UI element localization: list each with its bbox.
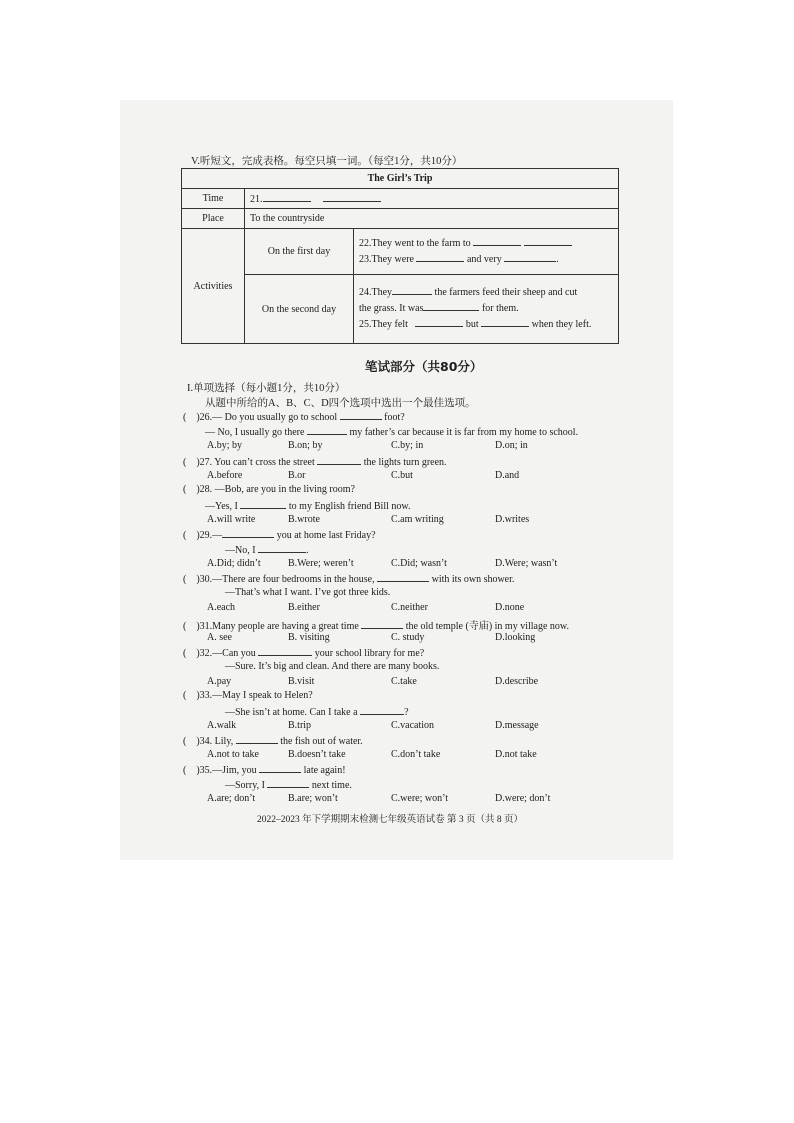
blank-33 xyxy=(360,705,404,715)
option-c: C.but xyxy=(391,470,413,481)
time-label: Time xyxy=(182,189,245,209)
listening-section-title: V.听短文，完成表格。每空只填一词。（每空1分，共10分） xyxy=(191,156,463,167)
question-32 xyxy=(183,646,424,659)
option-c: C.don’t take xyxy=(391,749,441,760)
answer-paren: ( xyxy=(183,765,187,776)
q28-line1: )28. —Bob, are you in the living room? xyxy=(196,484,355,495)
q31-line1b: the old temple (寺庙) in my village now. xyxy=(405,621,569,632)
day1-label: On the first day xyxy=(245,229,354,275)
question-29-line2 xyxy=(225,543,309,556)
option-a: A.not to take xyxy=(207,749,259,760)
blank-29a xyxy=(222,528,274,538)
option-d: D.not take xyxy=(495,749,537,760)
place-label: Place xyxy=(182,209,245,229)
written-heading: 笔试部分（共80分） xyxy=(365,359,483,374)
answer-paren: ( xyxy=(183,412,187,423)
question-26-line2 xyxy=(205,425,578,438)
option-b: B. visiting xyxy=(288,632,330,643)
q34-line1b: the fish out of water. xyxy=(280,736,363,747)
q33-line1: )33.—May I speak to Helen? xyxy=(196,690,313,701)
option-a: A. see xyxy=(207,632,232,643)
q24-text-a: 24.They xyxy=(359,287,393,298)
question-33-line2 xyxy=(225,705,409,718)
option-d: D.and xyxy=(495,470,520,481)
option-b: B.or xyxy=(288,470,306,481)
question-35-line2 xyxy=(225,778,352,791)
option-a: A.pay xyxy=(207,676,232,687)
option-b: B.are; won’t xyxy=(288,793,338,804)
blank-22a xyxy=(473,236,521,246)
q29-line1: )29.— xyxy=(196,530,223,541)
option-d: D.looking xyxy=(495,632,536,643)
option-c: C.vacation xyxy=(391,720,435,731)
answer-paren: ( xyxy=(183,690,187,701)
q25-text-a: 25.They felt xyxy=(359,319,408,330)
q34-line1: )34. Lily, xyxy=(196,736,234,747)
answer-paren: ( xyxy=(183,574,187,585)
answer-paren: ( xyxy=(183,621,187,632)
q24-text-c: the grass. It was xyxy=(359,303,424,314)
option-a: A.before xyxy=(207,470,243,481)
page-footer: 2022–2023 年下学期期末检测七年级英语试卷 第 3 页（共 8 页） xyxy=(257,815,524,825)
option-b: B.Were; weren’t xyxy=(288,558,354,569)
q29-line1b: you at home last Friday? xyxy=(276,530,376,541)
option-d: D.message xyxy=(495,720,539,731)
question-33 xyxy=(183,690,313,701)
q32-line2: —Sure. It’s big and clean. And there are many books. xyxy=(225,661,440,672)
q29-line2b: . xyxy=(306,545,309,556)
option-c: C.were; won’t xyxy=(391,793,449,804)
q33-line2: —She isn’t at home. Can I take a xyxy=(225,707,358,718)
option-d: D.were; don’t xyxy=(495,793,551,804)
question-28 xyxy=(183,484,355,495)
option-b: B.trip xyxy=(288,720,312,731)
option-a: A.will write xyxy=(207,514,256,525)
question-27 xyxy=(183,455,447,468)
time-value: 21. xyxy=(250,194,263,205)
blank-24b xyxy=(423,301,479,311)
option-c: C.Did; wasn’t xyxy=(391,558,447,569)
option-a: A.are; don’t xyxy=(207,793,256,804)
option-a: A.each xyxy=(207,602,236,613)
option-b: B.either xyxy=(288,602,320,613)
q26-line1: )26.— Do you usually go to school xyxy=(196,412,338,423)
day2-label: On the second day xyxy=(245,275,354,344)
answer-paren: ( xyxy=(183,484,187,495)
q24-text-b: the farmers feed their sheep and cut xyxy=(434,287,578,298)
activities-label: Activities xyxy=(182,229,245,344)
q23-text-c: . xyxy=(556,253,559,265)
q35-line2b: next time. xyxy=(311,780,352,791)
question-31 xyxy=(183,617,569,632)
blank-35a xyxy=(259,763,301,773)
q35-line1: )35.—Jim, you xyxy=(196,765,257,776)
option-a: A.Did; didn’t xyxy=(207,558,261,569)
q29-line2: —No, I xyxy=(225,545,256,556)
blank-21a xyxy=(263,192,311,202)
option-d: D.describe xyxy=(495,676,539,687)
q32-line1: )32.—Can you xyxy=(196,648,256,659)
blank-26b xyxy=(307,425,347,435)
blank-28 xyxy=(240,499,286,509)
option-b: B.wrote xyxy=(288,514,320,525)
q25-text-c: when they left. xyxy=(531,319,592,330)
option-d: D.none xyxy=(495,602,525,613)
q30-line1: )30.—There are four bedrooms in the house, xyxy=(196,574,375,585)
option-c: C. study xyxy=(391,632,425,643)
answer-paren: ( xyxy=(183,648,187,659)
blank-24a xyxy=(392,285,432,295)
q26-line2b: my father’s car because it is far from my home to school. xyxy=(349,427,579,438)
q31-line1: )31.Many people are having a great time xyxy=(196,621,359,632)
blank-34 xyxy=(236,734,278,744)
option-c: C.neither xyxy=(391,602,428,613)
option-c: C.by; in xyxy=(391,440,424,451)
q27-line1b: the lights turn green. xyxy=(363,457,447,468)
option-a: A.by; by xyxy=(207,440,242,451)
q32-line1b: your school library for me? xyxy=(314,648,425,659)
q30-line2: —That’s what I want. I’ve got three kids. xyxy=(225,587,391,598)
blank-22b xyxy=(524,236,572,246)
exam-page xyxy=(121,101,672,859)
q35-line2: —Sorry, I xyxy=(225,780,265,791)
blank-23b xyxy=(504,252,556,262)
q23-text-b: and very xyxy=(466,253,502,265)
q23-text-a: 23.They were xyxy=(359,253,414,265)
q26-line2: — No, I usually go there xyxy=(205,427,305,438)
option-d: D.writes xyxy=(495,514,530,525)
option-a: A.walk xyxy=(207,720,237,731)
blank-21b xyxy=(323,192,381,202)
trip-table xyxy=(181,168,619,344)
q24-text-d: for them. xyxy=(481,303,519,314)
blank-32 xyxy=(258,646,312,656)
question-30 xyxy=(183,572,514,585)
option-b: B.visit xyxy=(288,676,315,687)
day2-activities xyxy=(354,275,619,344)
blank-27 xyxy=(317,455,361,465)
question-29 xyxy=(183,528,376,541)
blank-23a xyxy=(416,252,464,262)
option-c: C.take xyxy=(391,676,417,687)
question-28-line2 xyxy=(205,499,410,512)
answer-paren: ( xyxy=(183,530,187,541)
blank-26a xyxy=(340,410,382,420)
place-value: To the countryside xyxy=(245,209,619,229)
blank-30 xyxy=(377,572,429,582)
q22-text: 22.They went to the farm to xyxy=(359,237,471,249)
mc-section-title: I.单项选择（每小题1分，共10分） xyxy=(187,383,346,394)
answer-paren: ( xyxy=(183,736,187,747)
option-b: B.doesn’t take xyxy=(288,749,346,760)
blank-29b xyxy=(258,543,306,553)
q25-text-b: but xyxy=(465,319,479,330)
question-35 xyxy=(183,763,346,776)
day1-activities xyxy=(354,229,619,275)
q28-line2b: to my English friend Bill now. xyxy=(288,501,411,512)
q35-line1b: late again! xyxy=(303,765,346,776)
blank-25a xyxy=(415,317,463,327)
q30-line1b: with its own shower. xyxy=(431,574,515,585)
option-d: D.on; in xyxy=(495,440,528,451)
question-34 xyxy=(183,734,363,747)
option-c: C.am writing xyxy=(391,514,444,525)
mc-instruction: 从题中所给的A、B、C、D四个选项中选出一个最佳选项。 xyxy=(205,398,476,409)
blank-25b xyxy=(481,317,529,327)
q27-line1: )27. You can’t cross the street xyxy=(196,457,315,468)
question-32-line2 xyxy=(225,661,439,672)
blank-35b xyxy=(267,778,309,788)
q33-line2b: ? xyxy=(404,707,409,718)
answer-paren: ( xyxy=(183,457,187,468)
option-b: B.on; by xyxy=(288,440,323,451)
q26-line1b: foot? xyxy=(384,412,405,423)
option-d: D.Were; wasn’t xyxy=(495,558,558,569)
q28-line2: —Yes, I xyxy=(205,501,238,512)
blank-31 xyxy=(361,619,403,629)
question-30-line2 xyxy=(225,587,390,598)
time-cell xyxy=(245,189,619,209)
question-26 xyxy=(183,410,405,423)
table-title: The Girl’s Trip xyxy=(182,169,619,189)
